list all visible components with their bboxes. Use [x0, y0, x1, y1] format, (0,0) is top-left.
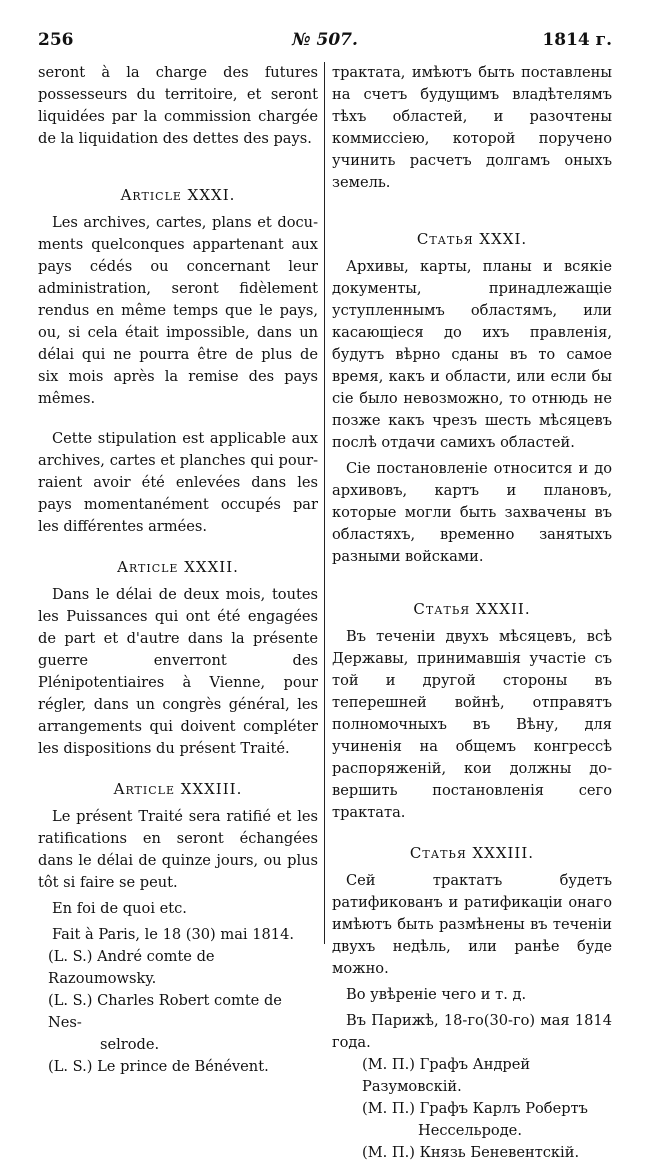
russian-column — [332, 62, 612, 1164]
ru-article-33-p1: Сей трактатъ будетъ ратификованъ и ратификаціи онаго имѣютъ быть размѣнены въ теченіи двухъ недѣль, или ранѣе буде можно. — [332, 872, 612, 977]
fr-signature-2 — [38, 990, 318, 1056]
page-number: 256 — [38, 30, 74, 50]
column-divider — [324, 62, 325, 944]
document-number: № 507. — [292, 30, 358, 50]
ru-signature-1: (М. П.) Графъ Андрей Разумовскій. — [362, 1056, 531, 1095]
fr-signature-2b: selrode. — [100, 1036, 160, 1053]
fr-article-32-p1: Dans le délai de deux mois, toutes les Puissances qui ont été engagées de part et d'autre dans la présente guerre enverront des Plénipotentiaires à Vienne, pour régler, dans un congrès général, les arrangements qui doivent compléter les dispositions du présent Traité. — [38, 586, 318, 757]
ru-article-32-title: Статья XXXII. — [413, 600, 531, 618]
ru-article-31-p1: Архивы, карты, планы и всякіе документы, принадлежащіе уступленнымъ областямъ, или касающіеся до ихъ правленія, будутъ вѣрно сданы въ то самое время, какъ и области, или если бы сіе было невозможно, то отнюдь не позже какъ чрезъ шесть мѣсяцевъ послѣ отдачи самихъ областей. — [332, 258, 612, 451]
page-header — [38, 30, 612, 60]
ru-signature-3: (М. П.) Князь Беневентскій. — [362, 1144, 580, 1161]
fr-article-33-p1: Le présent Traité sera ratifié et les ratifications en seront échangées dans le délai de quinze jours, ou plus tôt si faire se peut. — [38, 808, 318, 891]
fr-article-31-title: Article XXXI. — [120, 186, 236, 204]
fr-signature-3: (L. S.) Le prince de Bénévent. — [48, 1058, 269, 1075]
fr-intro: seront à la charge des futures possesseurs du territoire, et seront liquidées par la commission chargée de la liquidation des dettes des pays. — [38, 64, 318, 147]
ru-signature-2a: (М. П.) Графъ Карлъ Робертъ — [362, 1100, 588, 1117]
ru-article-32-p1: Въ теченіи двухъ мѣсяцевъ, всѣ Державы, принимавшія участіе съ той и другой стороны въ теперешней войнѣ, отправятъ полномочныхъ въ Вѣну, для учиненія на общемъ конгрессѣ распоряженій, кои должны довершить постановленія сего трактата. — [332, 628, 612, 821]
ru-article-31-p2: Сіе постановленіе относится и до архивовъ, картъ и плановъ, которые могли быть захвачены въ областяхъ, временно занятыхъ разными войсками. — [332, 460, 612, 565]
fr-in-witness: En foi de quoi etc. — [52, 900, 187, 917]
ru-in-witness: Во увѣреніе чего и т. д. — [346, 986, 527, 1003]
french-column — [38, 62, 318, 1078]
fr-signature-1: (L. S.) André comte de Razoumowsky. — [48, 948, 215, 987]
fr-article-31-p1: Les archives, cartes, plans et documents quelconques appartenant aux pays cédés ou concernant leur administration, seront fidèlement rendus en même temps que le pays, ou, si cela était impossible, dans un délai qui ne pourra être de plus de six mois après la remise des pays mêmes. — [38, 214, 318, 407]
ru-article-33-title: Статья XXXIII. — [409, 844, 535, 862]
ru-intro: трактата, имѣютъ быть поставлены на счетъ будущимъ владѣтелямъ тѣхъ областей, и разочтены коммиссіею, которой поручено учинить расчетъ долгамъ оныхъ земель. — [332, 64, 612, 191]
fr-done-at: Fait à Paris, le 18 (30) mai 1814. — [52, 926, 294, 943]
fr-article-33-title: Article XXXIII. — [113, 780, 243, 798]
fr-signature-2a: (L. S.) Charles Robert comte de Nes- — [48, 992, 282, 1031]
ru-article-31-title: Статья XXXI. — [416, 230, 528, 248]
ru-signature-2 — [332, 1098, 612, 1142]
year: 1814 г. — [542, 30, 612, 50]
ru-signature-2b: Нессельроде. — [418, 1122, 522, 1139]
fr-article-31-p2: Cette stipulation est applicable aux archives, cartes et planches qui pourraient avoir été enlevées dans les pays momentanément occupés par les différentes armées. — [38, 430, 318, 535]
fr-article-32-title: Article XXXII. — [117, 558, 239, 576]
ru-done-at: Въ Парижѣ, 18-го(30-го) мая 1814 года. — [332, 1012, 612, 1051]
